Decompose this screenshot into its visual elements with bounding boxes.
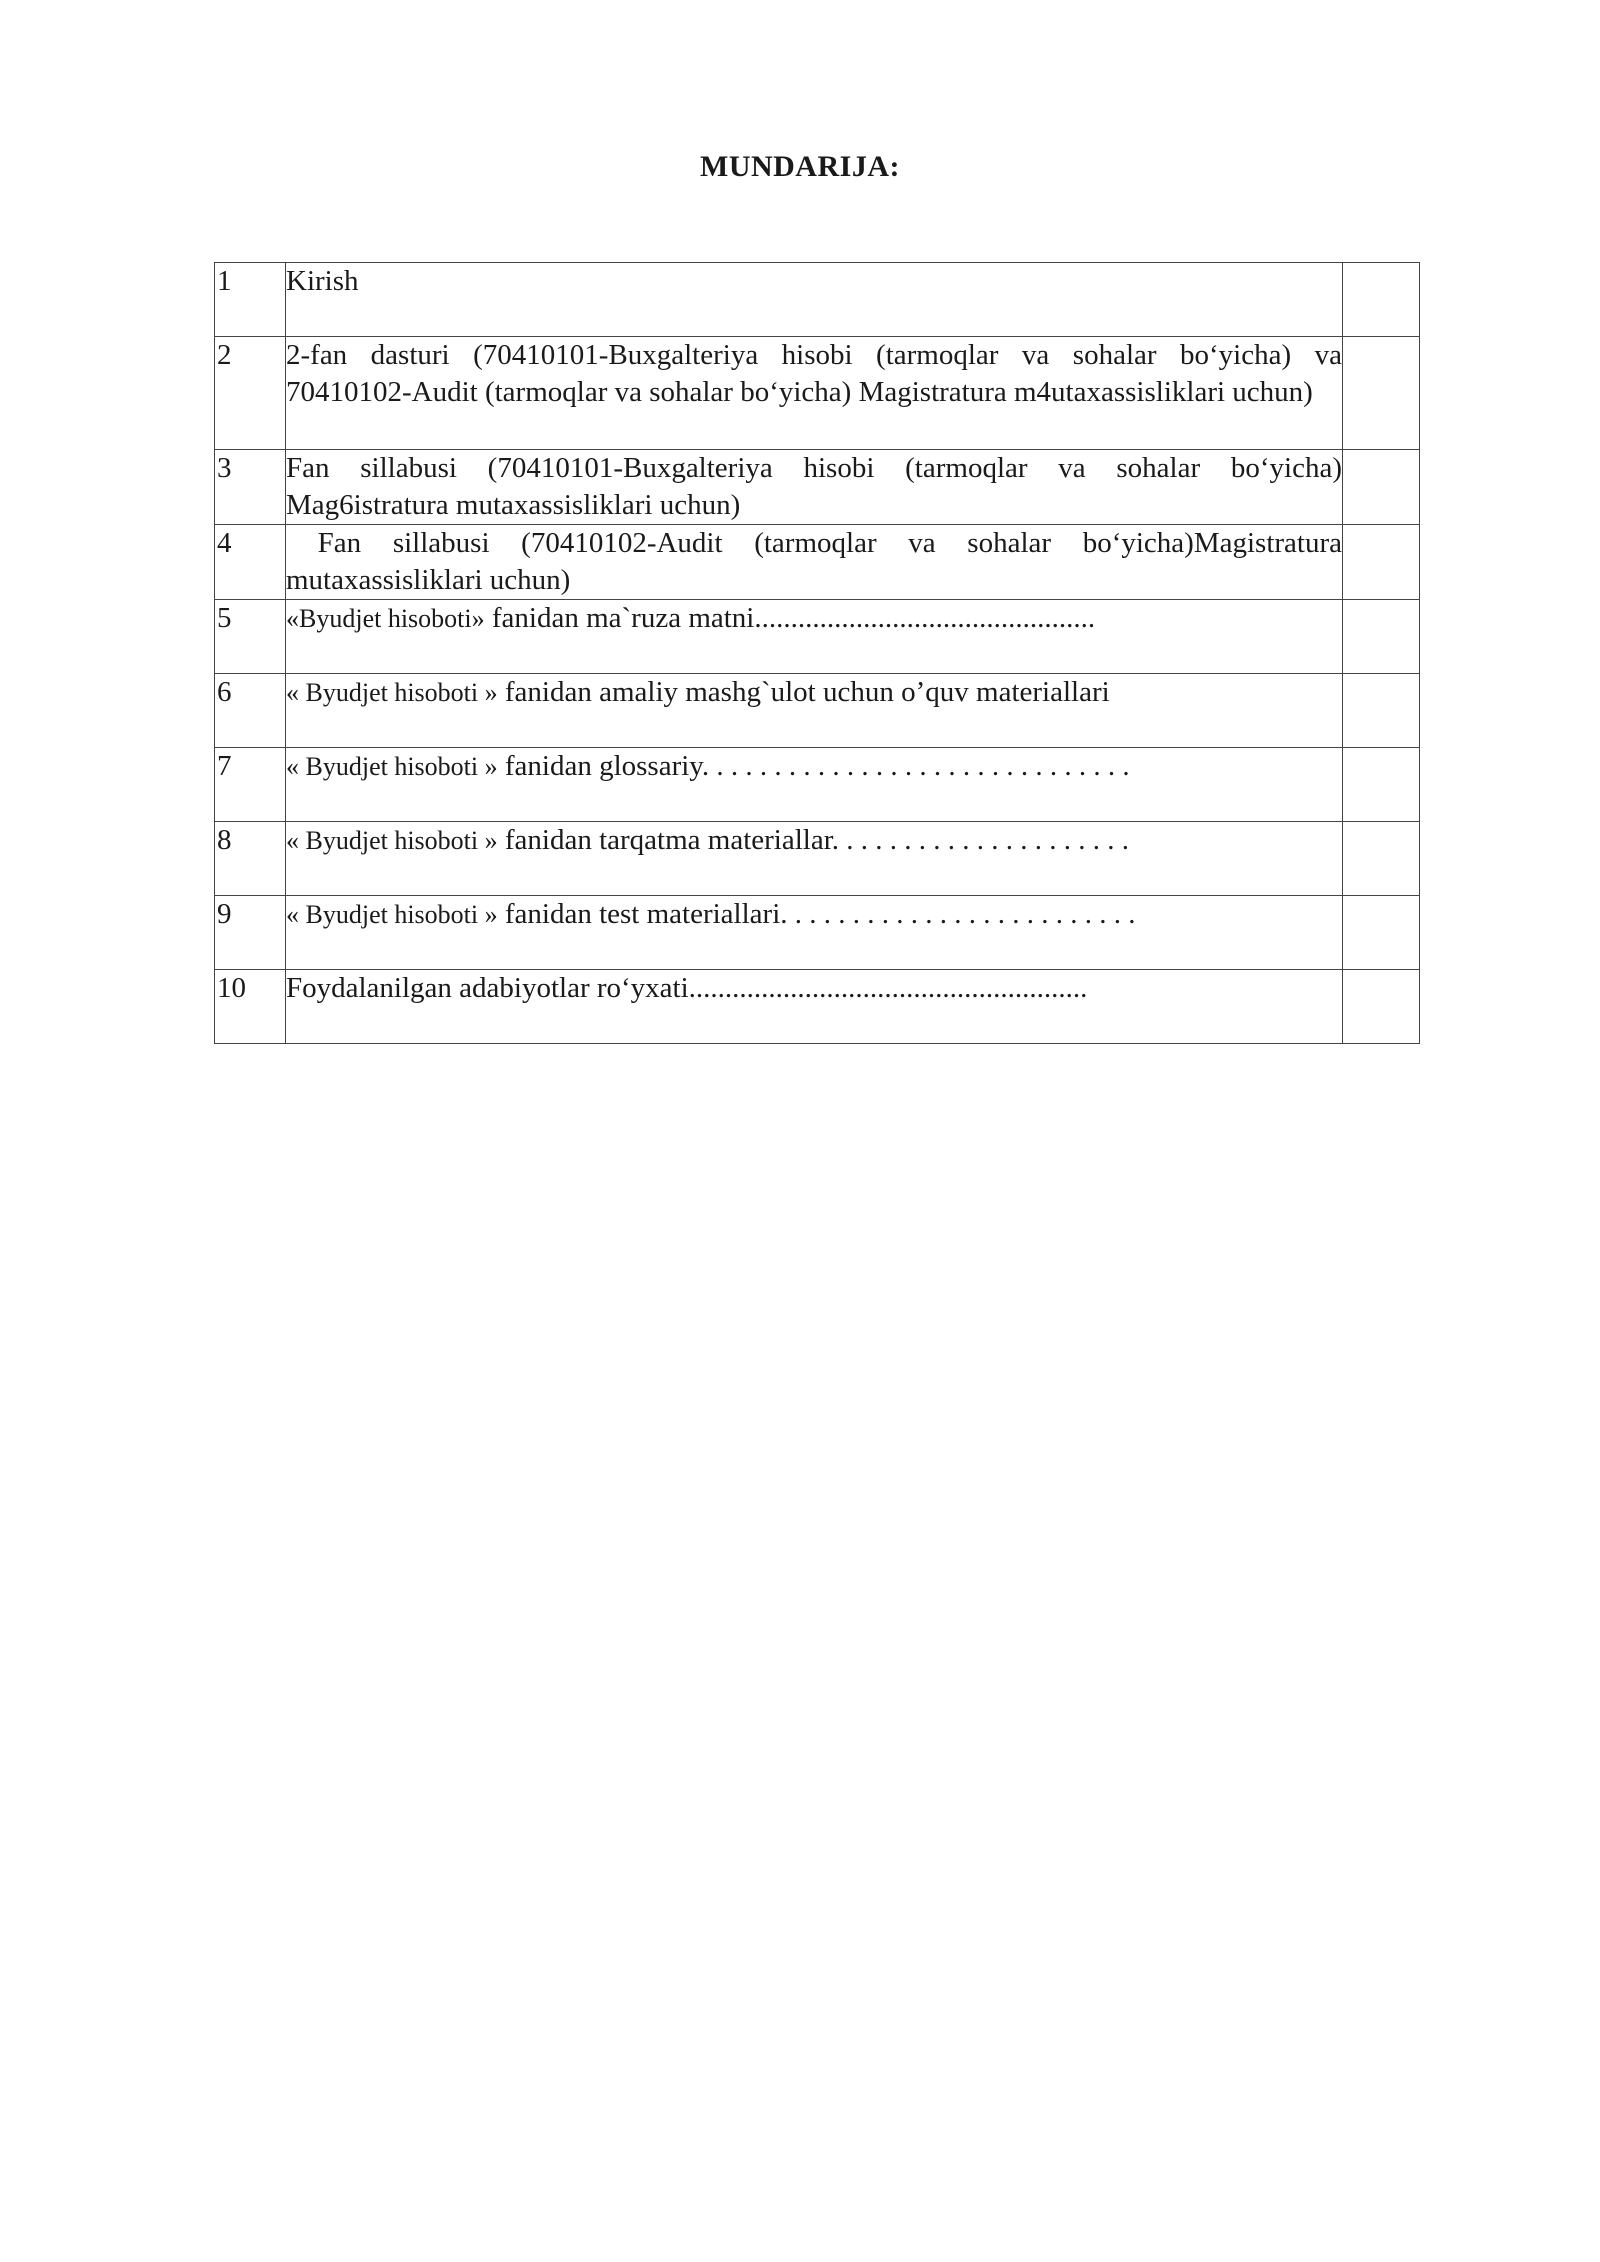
row-page-cell <box>1343 748 1420 822</box>
row-number: 4 <box>215 525 286 600</box>
row-number: 10 <box>215 970 286 1044</box>
row-title-prefix: « Byudjet hisoboti » <box>286 752 498 781</box>
row-title-text: Fan sillabusi (70410101-Buxgalteriya hisobi (tarmoqlar va sohalar bo‘yicha) Mag6istratura mutaxassisliklari uchun) <box>286 452 1342 521</box>
row-page-cell <box>1343 970 1420 1044</box>
row-title <box>286 896 1343 970</box>
row-title-prefix: « Byudjet hisoboti » <box>286 900 498 929</box>
row-title-prefix: « Byudjet hisoboti » <box>286 678 498 707</box>
row-page-cell <box>1343 896 1420 970</box>
row-title-text: Foydalanilgan adabiyotlar ro‘yxati....................................................... <box>286 972 1088 1004</box>
row-title-text: fanidan ma`ruza matni............................................... <box>484 602 1096 634</box>
row-page-cell <box>1343 822 1420 896</box>
table-row <box>215 970 1420 1044</box>
table-row <box>215 896 1420 970</box>
row-title-prefix: « Byudjet hisoboti » <box>286 826 498 855</box>
row-title-text: fanidan tarqatma materiallar. . . . . . . . . . . . . . . . . . . . . <box>497 824 1130 856</box>
row-title-text: fanidan glossariy. . . . . . . . . . . . . . . . . . . . . . . . . . . . . . <box>497 750 1130 782</box>
table-row <box>215 450 1420 525</box>
row-title <box>286 970 1343 1044</box>
row-page-cell <box>1343 263 1420 337</box>
row-title <box>286 263 1343 337</box>
row-number: 2 <box>215 337 286 450</box>
table-row <box>215 525 1420 600</box>
row-title <box>286 748 1343 822</box>
row-number: 6 <box>215 674 286 748</box>
row-title <box>286 674 1343 748</box>
table-row <box>215 337 1420 450</box>
table-row <box>215 263 1420 337</box>
row-number: 9 <box>215 896 286 970</box>
row-page-cell <box>1343 337 1420 450</box>
row-title <box>286 600 1343 674</box>
row-title-text: 2-fan dasturi (70410101-Buxgalteriya hisobi (tarmoqlar va sohalar bo‘yicha) va 70410102-Audit (tarmoqlar va sohalar bo‘yicha) Magistratura m4utaxassisliklari uchun) <box>286 339 1342 408</box>
row-title <box>286 822 1343 896</box>
row-page-cell <box>1343 525 1420 600</box>
row-number: 5 <box>215 600 286 674</box>
row-title <box>286 450 1343 525</box>
contents-table <box>214 262 1420 1044</box>
row-title-text: Fan sillabusi (70410102-Audit (tarmoqlar va sohalar bo‘yicha)Magistratura mutaxassisliklari uchun) <box>286 527 1342 596</box>
row-page-cell <box>1343 674 1420 748</box>
table-row <box>215 748 1420 822</box>
row-title <box>286 525 1343 600</box>
row-title-text: fanidan test materiallari. . . . . . . . . . . . . . . . . . . . . . . . . <box>497 898 1136 930</box>
row-title <box>286 337 1343 450</box>
row-title-prefix: «Byudjet hisoboti» <box>286 604 485 633</box>
table-row <box>215 600 1420 674</box>
row-page-cell <box>1343 600 1420 674</box>
row-title-text: Kirish <box>286 265 359 297</box>
row-number: 7 <box>215 748 286 822</box>
row-number: 1 <box>215 263 286 337</box>
row-title-text: fanidan amaliy mashg`ulot uchun o’quv materiallari <box>497 676 1110 708</box>
table-row <box>215 822 1420 896</box>
row-number: 8 <box>215 822 286 896</box>
row-number: 3 <box>215 450 286 525</box>
page-title: MUNDARIJA: <box>700 150 900 183</box>
table-row <box>215 674 1420 748</box>
row-page-cell <box>1343 450 1420 525</box>
